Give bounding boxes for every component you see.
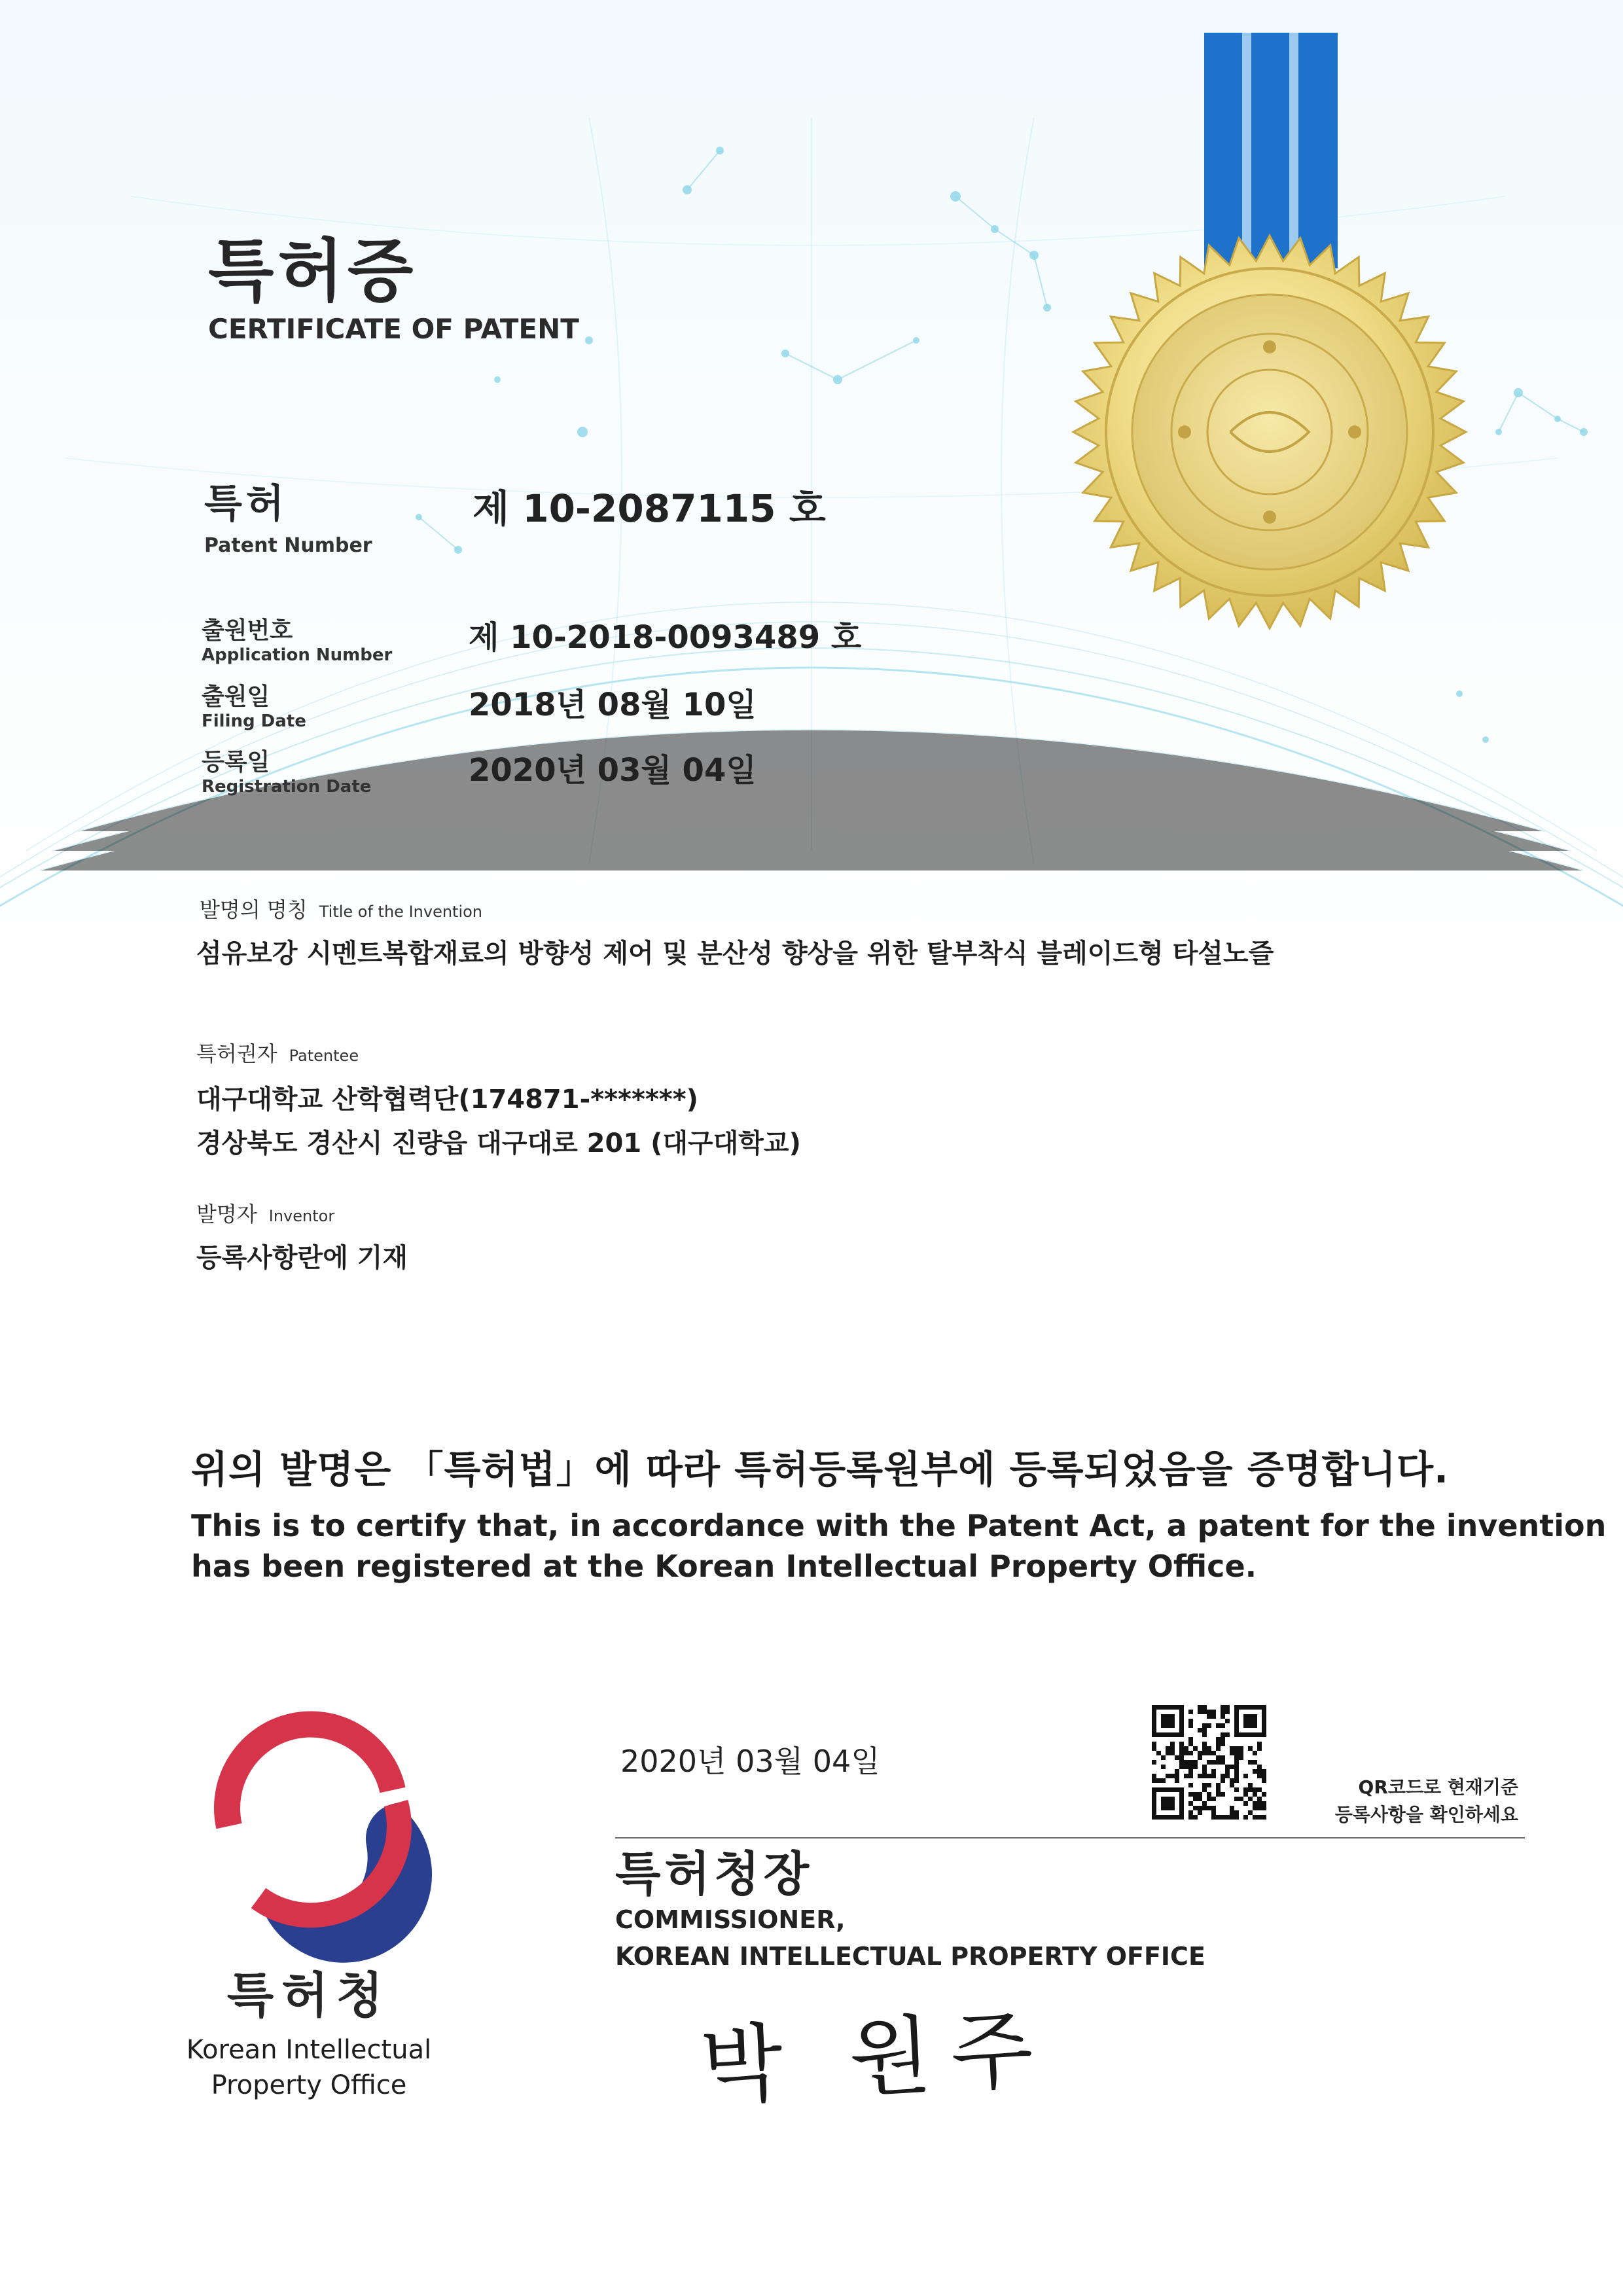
filing-date-value: 2018년 08월 10일 <box>469 687 757 723</box>
office-name-ko: 특허청 <box>226 1967 391 2024</box>
section-label-ko: 발명의 명칭 <box>200 897 308 922</box>
section-label-ko: 특허권자 <box>196 1041 277 1066</box>
certification-ko: 위의 발명은 「특허법」에 따라 특허등록원부에 등록되었음을 증명합니다. <box>191 1447 1450 1492</box>
office-name-en-line1: Korean Intellectual <box>186 2035 432 2065</box>
application-number-value: 제 10-2018-0093489 호 <box>469 619 862 656</box>
qr-note <box>1283 1774 1518 1829</box>
field-label-ko: 출원번호 <box>202 617 293 644</box>
invention-title-label <box>200 893 482 924</box>
qr-note-line1: QR코드로 현재기준 <box>1358 1776 1518 1798</box>
patentee-label <box>196 1037 359 1067</box>
commissioner-title-ko: 특허청장 <box>615 1846 813 1901</box>
patentee-address: 경상북도 경산시 진량읍 대구대로 201 (대구대학교) <box>196 1128 801 1158</box>
patentee-name: 대구대학교 산학협력단(174871-*******) <box>196 1085 698 1115</box>
field-label-en: Application Number <box>202 645 393 665</box>
certificate-title-ko: 특허증 <box>208 231 418 311</box>
invention-title-value: 섬유보강 시멘트복합재료의 방향성 제어 및 분산성 향상을 위한 탈부착식 블레이드형 타설노즐 <box>196 939 1274 969</box>
section-label-en: Patentee <box>289 1047 359 1065</box>
commissioner-signature: 박 원주 <box>698 1999 1056 2117</box>
commissioner-title-en <box>615 1901 1205 1975</box>
qr-note-line2: 등록사항을 확인하세요 <box>1334 1804 1518 1825</box>
registration-date-label <box>202 744 371 797</box>
patent-label-en: Patent Number <box>204 534 372 557</box>
certification-en-line1: This is to certify that, in accordance with the Patent Act, a patent for the invention <box>191 1508 1607 1543</box>
filing-date-label <box>202 678 306 731</box>
qr-code <box>1152 1705 1266 1820</box>
section-label-ko: 발명자 <box>196 1202 257 1227</box>
inventor-label <box>196 1198 334 1228</box>
registration-date-value: 2020년 03월 04일 <box>469 752 757 789</box>
certificate-title-en: CERTIFICATE OF PATENT <box>208 313 579 345</box>
section-label-en: Inventor <box>268 1207 335 1225</box>
section-label-en: Title of the Invention <box>319 903 483 921</box>
patent-number-label <box>204 473 372 557</box>
issue-date: 2020년 03월 04일 <box>620 1744 880 1779</box>
field-label-ko: 출원일 <box>202 683 270 710</box>
certification-en <box>191 1505 1606 1587</box>
office-name-en <box>139 2032 479 2103</box>
taegeuk-emblem <box>227 1725 432 1963</box>
field-label-en: Registration Date <box>202 777 372 797</box>
commissioner-en-line1: COMMISSIONER, <box>615 1905 846 1934</box>
inventor-value: 등록사항란에 기재 <box>196 1243 408 1273</box>
certification-en-line2: has been registered at the Korean Intellectual Property Office. <box>191 1549 1257 1584</box>
patent-label-ko: 특허 <box>204 481 288 527</box>
office-name-en-line2: Property Office <box>211 2070 407 2100</box>
application-number-label <box>202 612 392 665</box>
patent-number-value: 제 10-2087115 호 <box>473 486 826 531</box>
commissioner-en-line2: KOREAN INTELLECTUAL PROPERTY OFFICE <box>615 1942 1205 1971</box>
field-label-en: Filing Date <box>202 711 306 731</box>
field-label-ko: 등록일 <box>202 749 270 776</box>
seal-ribbon <box>1204 33 1338 268</box>
gold-seal <box>1073 236 1466 628</box>
